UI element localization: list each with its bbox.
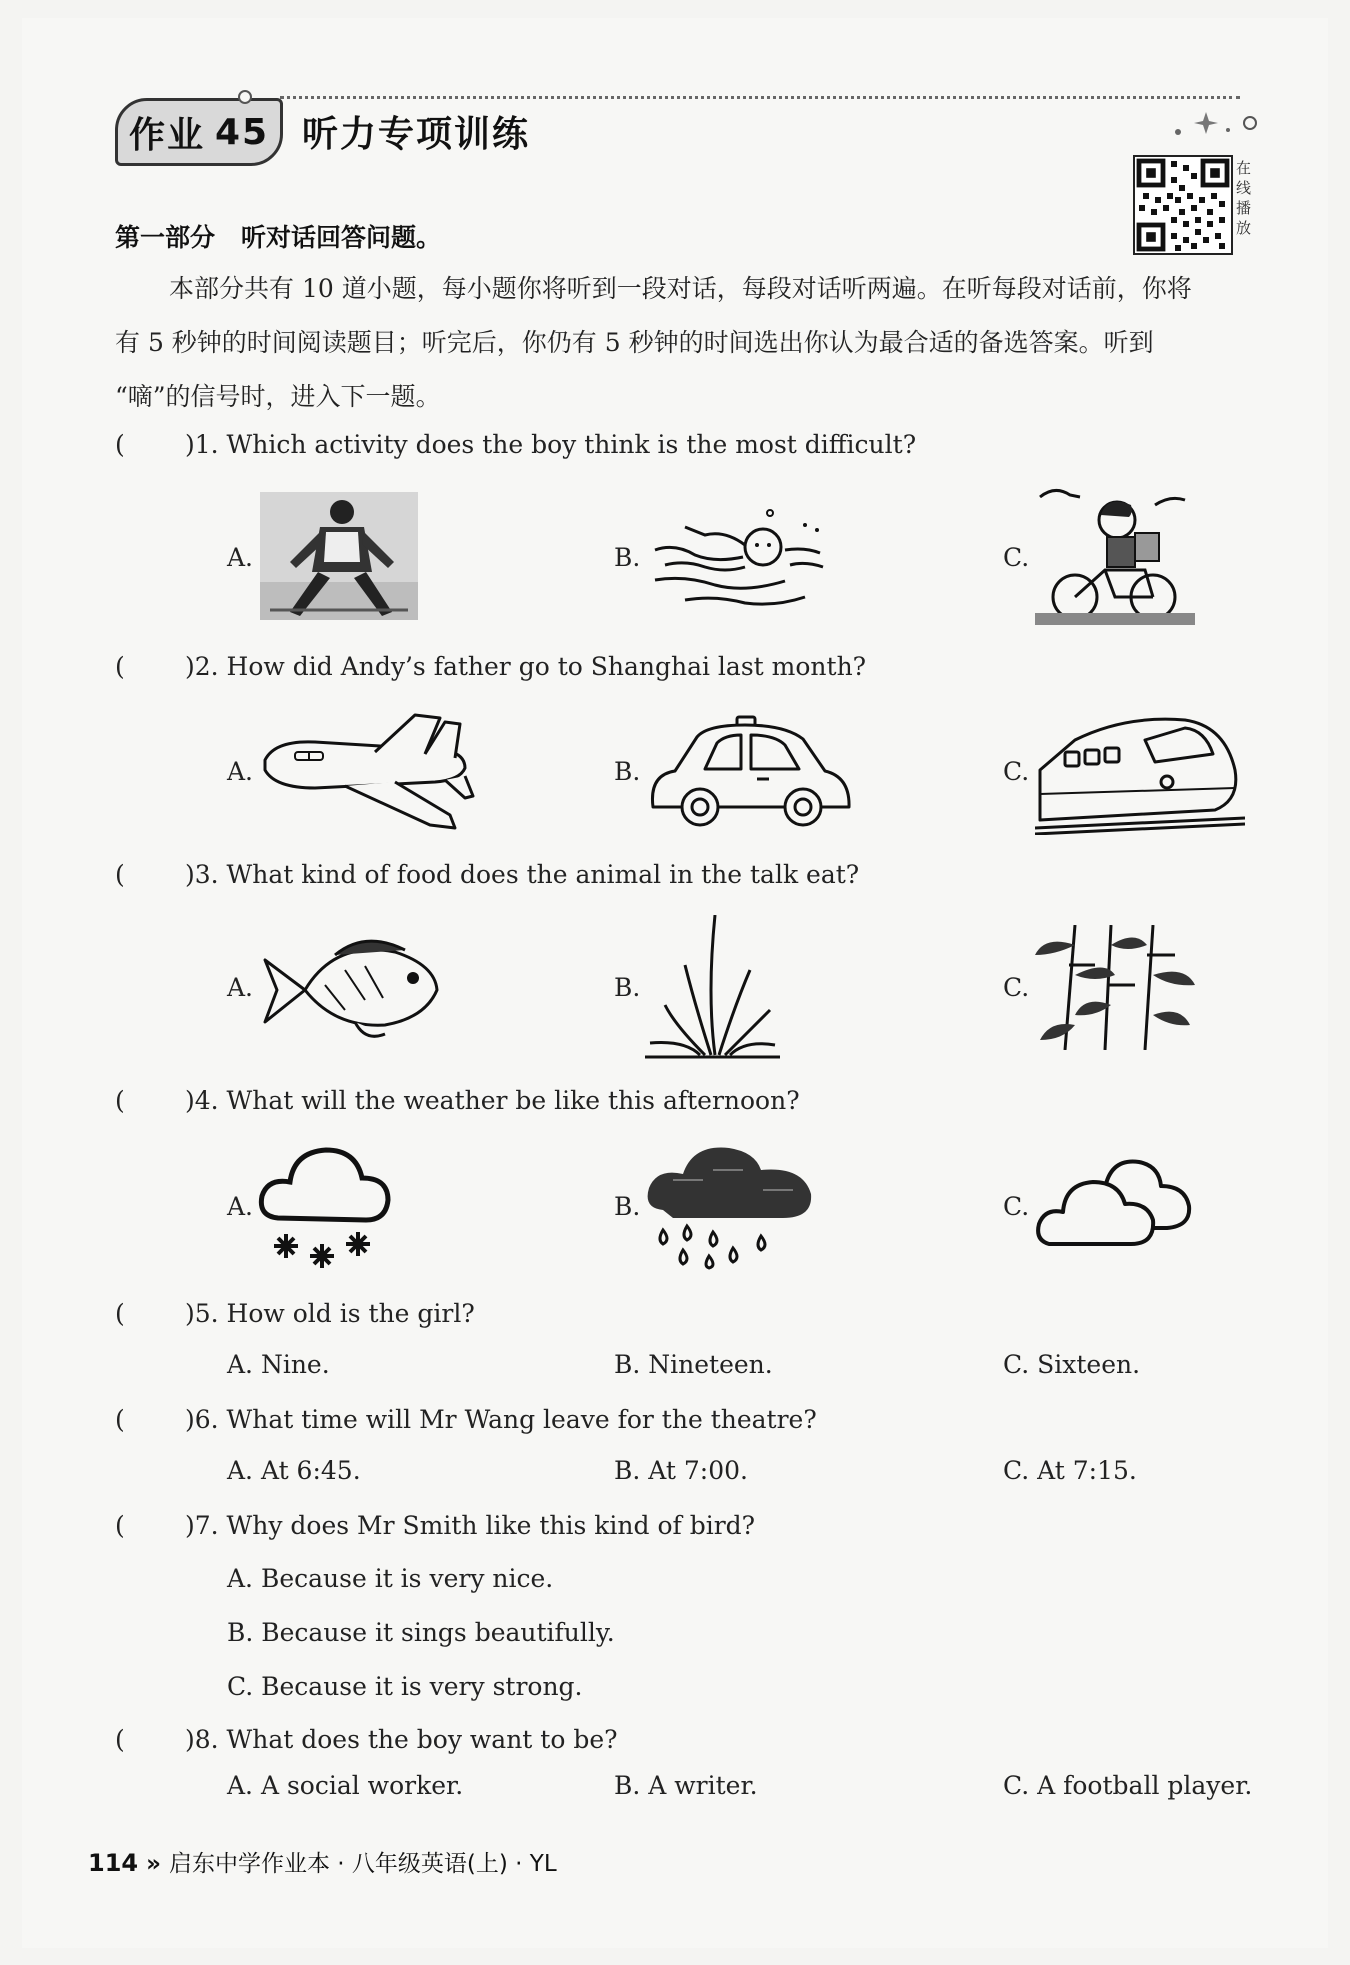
option-b[interactable]: B. A writer. <box>614 1771 758 1800</box>
intro-line-2: 有 5 秒钟的时间阅读题目；听完后，你仍有 5 秒钟的时间选出你认为最合适的备选答案。听到 <box>115 328 1154 357</box>
grass-icon <box>645 915 780 1060</box>
option-a[interactable]: A. Nine. <box>227 1350 330 1379</box>
qr-code-icon[interactable] <box>1133 155 1233 255</box>
option-c[interactable]: C. Because it is very strong. <box>227 1672 583 1701</box>
question-2 <box>115 652 866 681</box>
option-label[interactable]: C. <box>1003 757 1030 786</box>
option-label[interactable]: A. <box>227 1192 254 1221</box>
intro-line-3: “嘀”的信号时，进入下一题。 <box>115 382 441 411</box>
section-title <box>115 218 441 254</box>
double-chevron-icon: » <box>146 1851 161 1877</box>
question-text: )7. Why does Mr Smith like this kind of bird? <box>185 1511 756 1540</box>
train-icon <box>1035 710 1245 835</box>
badge-prefix: 作业 <box>128 114 205 156</box>
answer-blank[interactable]: ( <box>115 652 125 681</box>
option-label[interactable]: B. <box>614 757 641 786</box>
question-text: )5. How old is the girl? <box>185 1299 475 1328</box>
option-label[interactable]: C. <box>1003 543 1030 572</box>
option-b[interactable]: B. Because it sings beautifully. <box>227 1618 615 1647</box>
question-text: )8. What does the boy want to be? <box>185 1725 618 1754</box>
option-label[interactable]: A. <box>227 757 254 786</box>
option-b[interactable]: B. At 7:00. <box>614 1456 748 1485</box>
swimming-person-icon <box>645 505 830 615</box>
section-part: 第一部分 <box>115 223 216 252</box>
option-label[interactable]: B. <box>614 973 641 1002</box>
dotted-line-start-dot <box>238 90 252 104</box>
option-b[interactable]: B. Nineteen. <box>614 1350 773 1379</box>
option-a[interactable]: A. Because it is very nice. <box>227 1564 554 1593</box>
option-c[interactable]: C. Sixteen. <box>1003 1350 1141 1379</box>
question-6 <box>115 1405 817 1434</box>
answer-blank[interactable]: ( <box>115 1086 125 1115</box>
answer-blank[interactable]: ( <box>115 1405 125 1434</box>
answer-blank[interactable]: ( <box>115 1511 125 1540</box>
option-label[interactable]: A. <box>227 543 254 572</box>
bamboo-icon <box>1035 925 1195 1050</box>
option-c[interactable]: C. At 7:15. <box>1003 1456 1137 1485</box>
answer-blank[interactable]: ( <box>115 430 125 459</box>
option-c[interactable]: C. A football player. <box>1003 1771 1253 1800</box>
car-icon <box>645 715 855 830</box>
section-instruction: 听对话回答问题。 <box>241 223 442 252</box>
question-7 <box>115 1511 755 1540</box>
option-label[interactable]: C. <box>1003 973 1030 1002</box>
question-text: )6. What time will Mr Wang leave for the theatre? <box>185 1405 817 1434</box>
option-label[interactable]: B. <box>614 1192 641 1221</box>
answer-blank[interactable]: ( <box>115 860 125 889</box>
section-intro <box>115 262 1265 424</box>
cycling-boy-icon <box>1035 485 1195 625</box>
question-3 <box>115 860 859 889</box>
option-label[interactable]: B. <box>614 543 641 572</box>
question-text: )2. How did Andy’s father go to Shanghai last month? <box>185 652 867 681</box>
book-title: 启东中学作业本 · 八年级英语(上) · YL <box>168 1851 557 1877</box>
answer-blank[interactable]: ( <box>115 1299 125 1328</box>
sparkle-icon <box>1170 108 1240 138</box>
question-1 <box>115 430 916 459</box>
rain-cloud-icon <box>643 1140 815 1270</box>
snow-cloud-icon <box>258 1138 393 1273</box>
page-number: 114 <box>88 1849 139 1877</box>
option-a[interactable]: A. A social worker. <box>227 1771 464 1800</box>
airplane-icon <box>255 710 475 835</box>
answer-blank[interactable]: ( <box>115 1725 125 1754</box>
badge-number: 45 <box>214 111 270 153</box>
option-label[interactable]: A. <box>227 973 254 1002</box>
question-5 <box>115 1299 475 1328</box>
cloudy-icon <box>1035 1148 1195 1263</box>
option-label[interactable]: C. <box>1003 1192 1030 1221</box>
question-text: )3. What kind of food does the animal in the talk eat? <box>185 860 860 889</box>
question-text: )1. Which activity does the boy think is the most difficult? <box>185 430 917 459</box>
question-8 <box>115 1725 618 1754</box>
fish-icon <box>255 930 445 1045</box>
homework-badge <box>115 98 283 166</box>
question-text: )4. What will the weather be like this afternoon? <box>185 1086 800 1115</box>
skiing-person-icon <box>260 492 418 620</box>
option-a[interactable]: A. At 6:45. <box>227 1456 361 1485</box>
qr-label: 在线播放 <box>1236 159 1252 237</box>
dotted-line-end-dot <box>1243 116 1257 130</box>
header-dotted-line <box>280 96 1240 99</box>
intro-line-1: 本部分共有 10 道小题，每小题你将听到一段对话，每段对话听两遍。在听每段对话前，你将 <box>169 274 1192 303</box>
question-4 <box>115 1086 800 1115</box>
page-footer <box>88 1845 557 1878</box>
page-title: 听力专项训练 <box>302 114 531 155</box>
